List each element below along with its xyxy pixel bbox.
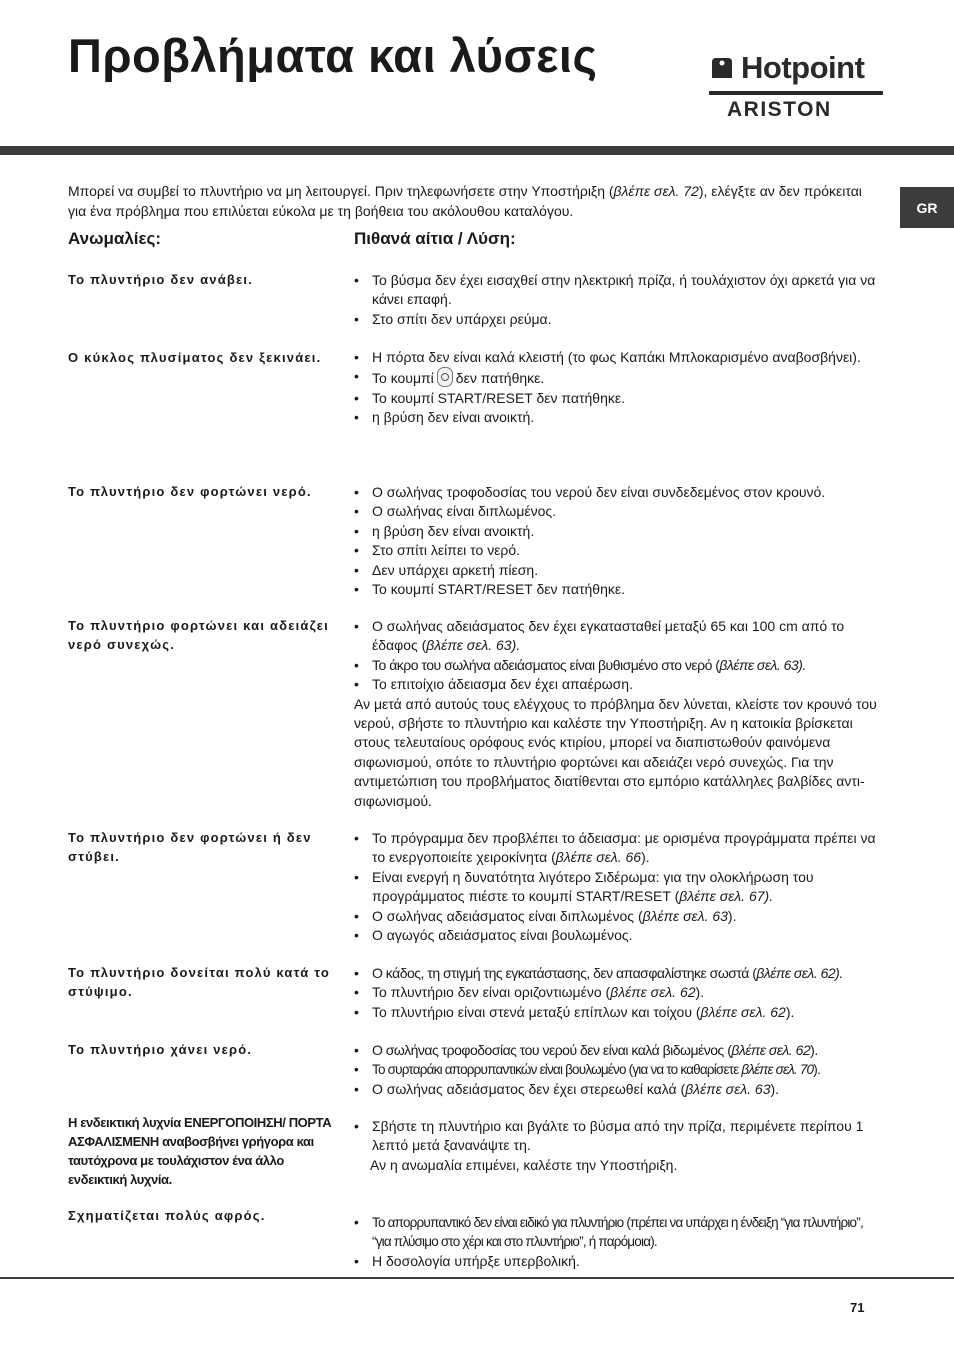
solution-item [354,868,880,907]
solution-text: ). [727,907,737,924]
solution-text: Το άκρο του σωλήνα αδειάσματος είναι βυθισμένο στο νερό ( [372,656,720,673]
page-ref: βλέπε σελ. 63 [685,1080,771,1097]
problem-label: Το πλυντήριο δεν ανάβει. [68,272,254,287]
solution-item: • Ο σωλήνας είναι διπλωμένος. [354,502,880,521]
solution-item [354,983,880,1002]
solution-text: ). [813,1062,820,1078]
solution-item: • Το βύσμα δεν έχει εισαχθεί στην ηλεκτρική πρίζα, ή τουλάχιστον όχι αρκετά για να κάνει επαφή. [354,271,880,310]
logo-divider [709,91,883,95]
solution-text: Ο σωλήνας αδειάσματος είναι διπλωμένος ( [372,907,643,924]
solution-text: Το κουμπί [372,370,434,387]
solution-note: Αν μετά από αυτούς τους ελέγχους το πρόβλημα δεν λύνεται, κλείστε τον κρουνό του νερού, σβήστε το πλυντήριο και καλέστε την Υποστήριξη. Αν η κατοικία βρίσκεται στους τελευταίους ορόφους ενός κτιρίου, μπορεί να διαπιστωθούν φαινόμενα σιφωνισμού, οπότε το πλυντήριο φορτώνει και αδειάζει νερό συνεχώς. Για την αντιμετώπιση του προβλήματος διατίθενται στο εμπόριο κατάλληλες βαλβίδες αντι-σιφωνισμού. [354,695,877,809]
solution-text: Το συρταράκι απορρυπαντικών είναι βουλωμένο (για να το καθαρίσετε [372,1062,742,1078]
solution-block [354,829,880,945]
page-ref: βλέπε σελ. 66 [555,849,642,866]
solution-item: • Η πόρτα δεν είναι καλά κλειστή (το φως Καπάκι Μπλοκαρισμένο αναβοσβήνει). [354,348,880,367]
solution-item [354,829,880,868]
solution-block [354,1041,880,1099]
solution-item: • Στο σπίτι δεν υπάρχει ρεύμα. [354,310,880,329]
solution-item: • Ο σωλήνας τροφοδοσίας του νερού δεν είναι συνδεδεμένος στον κρουνό. [354,483,880,502]
problem-label: Το πλυντήριο χάνει νερό. [68,1042,253,1057]
problem-label: Η ενδεικτική λυχνία ΕΝΕΡΓΟΠΟΙΗΣΗ/ ΠΟΡΤΑ ΑΣΦΑΛΙΣΜΕΝΗ αναβοσβήνει γρήγορα και ταυτόχρονα με τουλάχιστον ένα άλλο ενδεικτική λυχνία. [68,1115,332,1187]
solution-text: Το πρόγραμμα δεν προβλέπει το άδειασμα: με ορισμένα προγράμματα πρέπει να το ενεργοποιείτε χειροκίνητα ( [372,830,876,866]
solution-item: • Το επιτοίχιο άδειασμα δεν έχει απαέρωση. [354,675,880,694]
solution-text: ). [641,849,650,866]
solution-block [354,271,880,329]
page-ref: βλέπε σελ. 62 [610,984,696,1001]
page-number: 71 [850,1300,865,1315]
logo-brand-text: Hotpoint [741,50,865,85]
page-ref: βλέπε σελ. 63 [642,907,728,924]
problem-label: Το πλυντήριο φορτώνει και αδειάζει νερό συνεχώς. [68,618,329,652]
solution-block [354,617,880,811]
hotpoint-logo-icon [709,55,735,81]
solution-text: Ο κάδος, τη στιγμή της εγκατάστασης, δεν απασφαλίστηκε σωστά ( [372,965,757,981]
solution-item: • η βρύση δεν είναι ανοικτή. [354,522,880,541]
solution-block [354,1213,880,1271]
solution-item [354,1060,880,1079]
intro-text-cont: ), ελέγξτε αν δεν πρόκειται για ένα πρόβλημα που επιλύεται εύκολα με τη βοήθεια του ακόλουθου καταλόγου. [68,183,862,219]
solution-item: • Η δοσολογία υπήρξε υπερβολική. [354,1252,880,1271]
solution-item [354,656,880,675]
intro-text: Μπορεί να συμβεί το πλυντήριο να μη λειτουργεί. Πριν τηλεφωνήσετε στην Υποστήριξη ( [68,183,614,199]
solution-item: • Δεν υπάρχει αρκετή πίεση. [354,561,880,580]
solution-item [354,617,880,656]
logo-sub-text: ARISTON [727,98,832,121]
problem-label: Ο κύκλος πλυσίματος δεν ξεκινάει. [68,350,322,365]
problems-column-heading: Ανωμαλίες: [68,229,162,248]
solution-note: Αν η ανωμαλία επιμένει, καλέστε την Υποστήριξη. [370,1156,678,1173]
problem-label: Σχηματίζεται πολύς αφρός. [68,1208,266,1223]
solution-text: δεν πατήθηκε. [455,370,545,387]
page-ref: βλέπε σελ. 63). [719,656,806,673]
solution-text: Είναι ενεργή η δυνατότητα λιγότερο Σιδέρωμα: για την ολοκλήρωση του προγράμματος πιέστε το κουμπί START/RESET ( [372,868,814,905]
solution-text: Ο σωλήνας αδειάσματος δεν έχει εγκατασταθεί μεταξύ 65 και 100 cm από το έδαφος ( [372,618,845,654]
solution-block [354,483,880,599]
page-ref: βλέπε σελ. 67). [679,888,774,905]
solution-text: ). [810,1042,818,1058]
page-ref: βλέπε σελ. 62 [700,1003,786,1020]
power-button-icon [437,367,453,387]
solution-item: • Σβήστε τη πλυντήριο και βγάλτε το βύσμα από την πρίζα, περιμένετε περίπου 1 λεπτό μετά ξανανάψτε τη. [354,1117,880,1156]
solution-item [354,1041,880,1060]
footer-rule [0,1277,954,1279]
solution-text: Ο σωλήνας αδειάσματος δεν έχει στερεωθεί καλά ( [372,1080,686,1097]
page-title: Προβλήματα και λύσεις [68,29,598,82]
solution-item: • Ο αγωγός αδειάσματος είναι βουλωμένος. [354,926,880,945]
solution-item: • Το κουμπί START/RESET δεν πατήθηκε. [354,580,880,599]
solution-item: • η βρύση δεν είναι ανοικτή. [354,408,880,427]
page-ref: βλέπε σελ. 62 [731,1042,811,1058]
problem-label: Το πλυντήριο δεν φορτώνει ή δεν στύβει. [68,830,312,864]
solution-text: ). [695,984,705,1001]
solution-item [354,907,880,926]
language-tab: GR [900,187,954,228]
solution-item: • Στο σπίτι λείπει το νερό. [354,541,880,560]
problem-label: Το πλυντήριο δονείται πολύ κατά το στύψιμο. [68,965,331,999]
problem-label: Το πλυντήριο δεν φορτώνει νερό. [68,484,312,499]
brand-logo [709,50,885,125]
intro-paragraph [68,181,868,221]
solution-item [354,1003,880,1022]
solution-block [354,348,880,428]
page-ref: βλέπε σελ. 62). [756,965,843,981]
solution-item: • Το απορρυπαντικό δεν είναι ειδικό για πλυντήριο (πρέπει να υπάρχει η ένδειξη “για πλυντήριο”, “για πλύσιμο στο χέρι και στο πλυντήριο”, ή παρόμοια). [354,1213,880,1252]
solution-text: ). [770,1080,780,1097]
solution-item: • Το κουμπί START/RESET δεν πατήθηκε. [354,389,880,408]
solution-text: Ο σωλήνας τροφοδοσίας του νερού δεν είναι καλά βιδωμένος ( [372,1042,732,1058]
solution-block [354,964,880,1022]
solution-text: ). [785,1003,795,1020]
intro-page-ref: βλέπε σελ. 72 [613,183,699,199]
solution-item [354,1080,880,1099]
solution-item [354,964,880,983]
solution-block [354,1117,880,1175]
header-bar [0,146,954,155]
solution-text: Το πλυντήριο δεν είναι οριζοντιωμένο ( [372,984,611,1001]
solution-text: Το πλυντήριο είναι στενά μεταξύ επίπλων και τοίχου ( [372,1003,701,1020]
solutions-column-heading: Πιθανά αίτια / Λύση: [354,229,516,248]
page-ref: βλέπε σελ. 70 [741,1062,814,1078]
solution-item [354,367,880,388]
page-ref: βλέπε σελ. 63). [426,637,521,654]
